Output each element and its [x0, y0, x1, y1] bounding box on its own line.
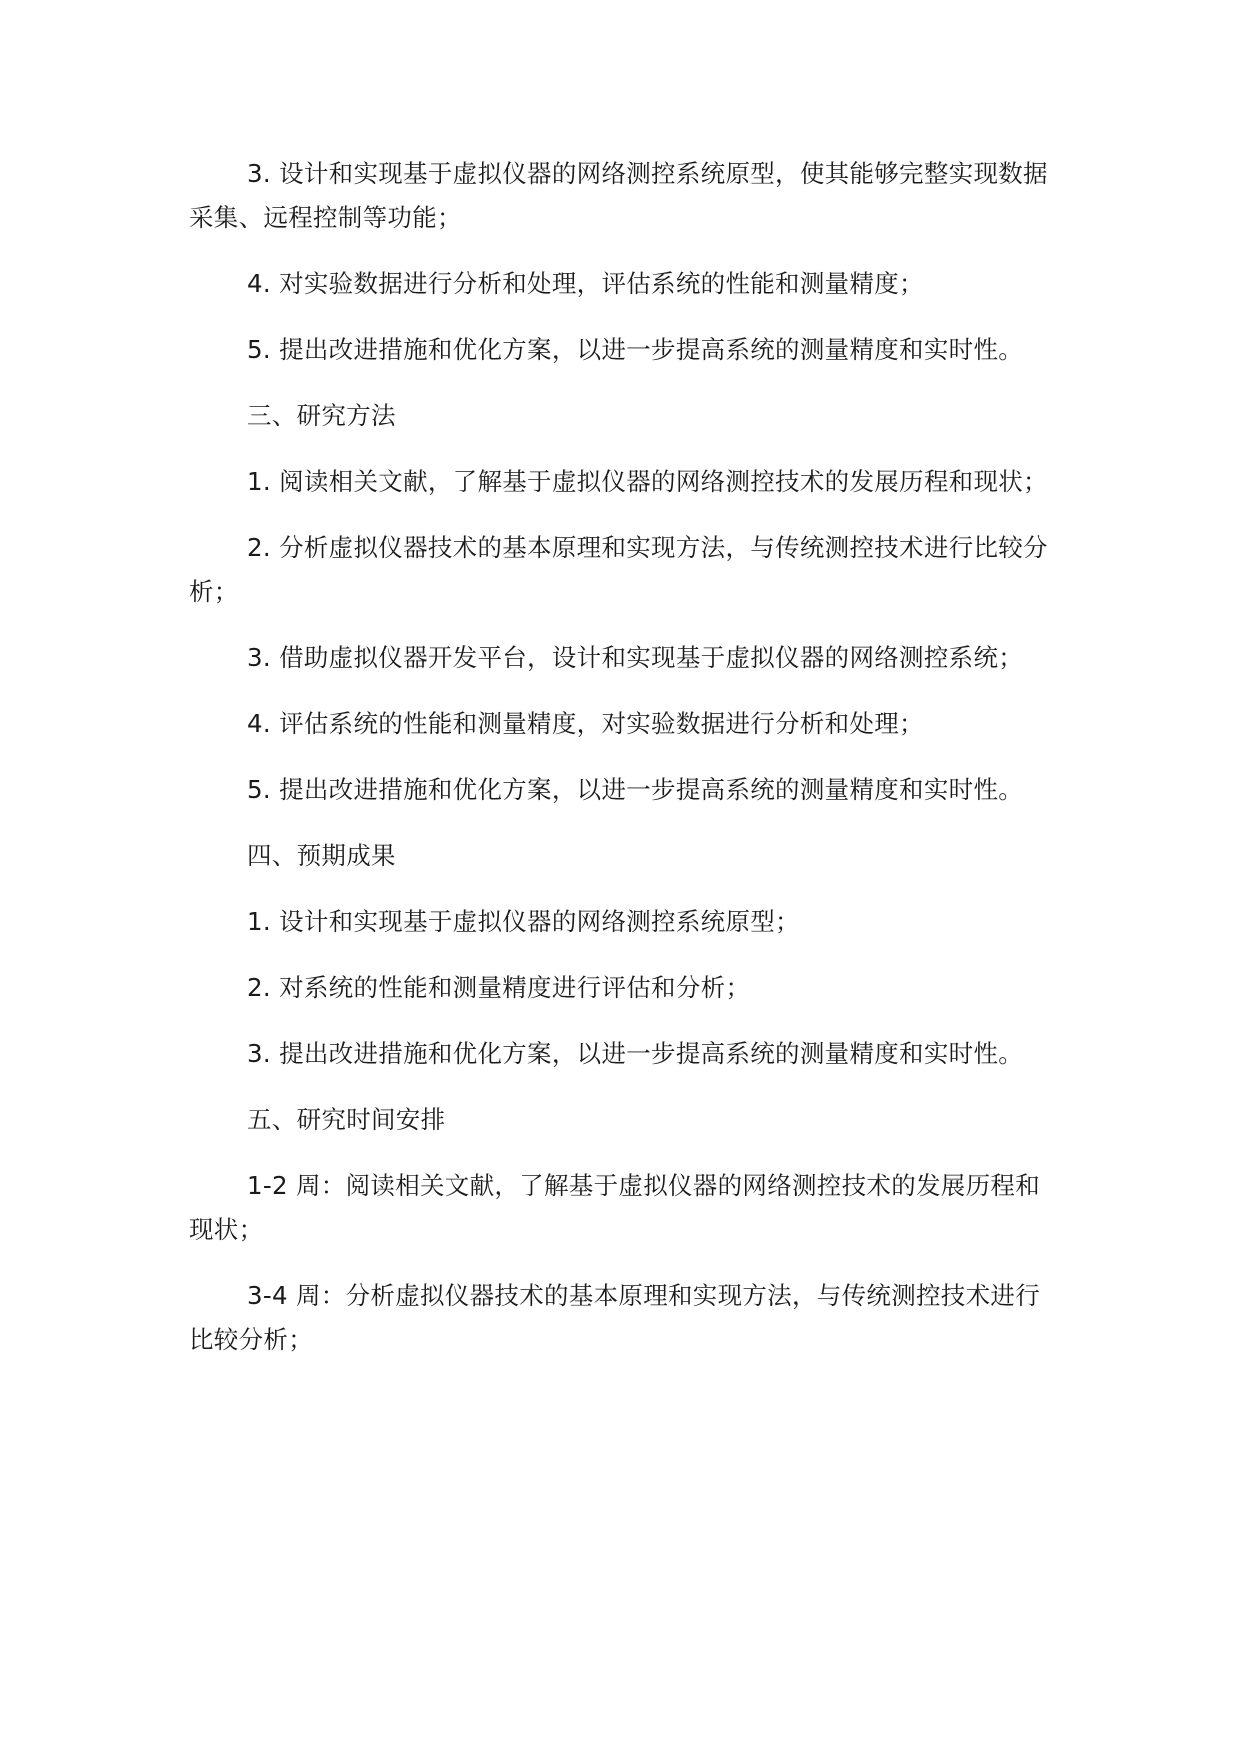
objective-item-3: 3. 设计和实现基于虚拟仪器的网络测控系统原型，使其能够完整实现数据采集、远程控制等功能； — [189, 159, 1048, 232]
result-item-1: 1. 设计和实现基于虚拟仪器的网络测控系统原型； — [247, 907, 800, 936]
method-item-3: 3. 借助虚拟仪器开发平台，设计和实现基于虚拟仪器的网络测控系统； — [247, 643, 1024, 672]
objective-item-4: 4. 对实验数据进行分析和处理，评估系统的性能和测量精度； — [247, 269, 924, 298]
section-heading-research-methods: 三、研究方法 — [247, 401, 396, 430]
objective-item-5: 5. 提出改进措施和优化方案，以进一步提高系统的测量精度和实时性。 — [247, 335, 1024, 364]
result-item-3: 3. 提出改进措施和优化方案，以进一步提高系统的测量精度和实时性。 — [247, 1039, 1024, 1068]
schedule-item-weeks-3-4: 3-4 周：分析虚拟仪器技术的基本原理和实现方法，与传统测控技术进行比较分析； — [189, 1281, 1041, 1354]
method-item-4: 4. 评估系统的性能和测量精度，对实验数据进行分析和处理； — [247, 709, 924, 738]
section-heading-expected-results: 四、预期成果 — [247, 841, 396, 870]
method-item-1: 1. 阅读相关文献，了解基于虚拟仪器的网络测控技术的发展历程和现状； — [247, 467, 1048, 496]
document-body — [189, 152, 1049, 1384]
schedule-item-weeks-1-2: 1-2 周：阅读相关文献，了解基于虚拟仪器的网络测控技术的发展历程和现状； — [189, 1171, 1041, 1244]
method-item-2: 2. 分析虚拟仪器技术的基本原理和实现方法，与传统测控技术进行比较分析； — [189, 533, 1048, 606]
method-item-5: 5. 提出改进措施和优化方案，以进一步提高系统的测量精度和实时性。 — [247, 775, 1024, 804]
section-heading-schedule: 五、研究时间安排 — [247, 1105, 446, 1134]
result-item-2: 2. 对系统的性能和测量精度进行评估和分析； — [247, 973, 751, 1002]
